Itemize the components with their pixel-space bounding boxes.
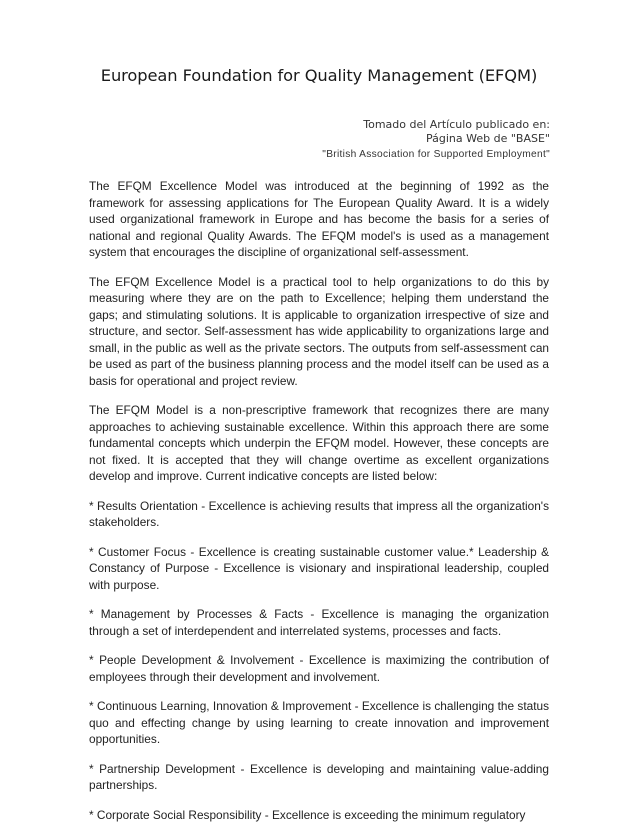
source-line: "British Association for Supported Employment" xyxy=(322,149,550,160)
source-line: Tomado del Artículo publicado en: xyxy=(363,118,550,131)
concept-item: * Management by Processes & Facts - Excellence is managing the organization through a set of interdependent and interrelated systems, processes and facts. xyxy=(89,607,549,638)
concept-item: * Continuous Learning, Innovation & Improvement - Excellence is challenging the status quo and effecting change by using learning to create innovation and improvement opportunities. xyxy=(89,699,549,746)
body-paragraph: The EFQM Excellence Model was introduced at the beginning of 1992 as the framework for assessing applications for The European Quality Award. It is a widely used organizational framework in Europe and has become the basis for a series of national and regional Quality Awards. The EFQM model's is used as a management system that encourages the discipline of organizational self-assessment. xyxy=(89,179,549,259)
source-line: Página Web de "BASE" xyxy=(426,132,550,145)
body-paragraph: The EFQM Model is a non-prescriptive framework that recognizes there are many approaches to achieving sustainable excellence. Within this approach there are some fundamental concepts which underpin the EFQM model. However, these concepts are not fixed. It is accepted that they will change overtime as excellent organizations develop and improve. Current indicative concepts are listed below: xyxy=(89,403,549,483)
concept-item: * People Development & Involvement - Excellence is maximizing the contribution of employees through their development and involvement. xyxy=(89,653,549,684)
concept-item: * Partnership Development - Excellence is developing and maintaining value-adding partnerships. xyxy=(89,761,549,792)
body-paragraph: The EFQM Excellence Model is a practical tool to help organizations to do this by measuring where they are on the path to Excellence; helping them understand the gaps; and stimulating solutions. It is applicable to organization irrespective of size and structure, and sector. Self-assessment has wide applicability to organizations large and small, in the public as well as the private sectors. The outputs from self-assessment can be used as part of the business planning process and the model itself can be used as a basis for operational and project review. xyxy=(89,274,549,388)
concept-item: * Corporate Social Responsibility - Excellence is exceeding the minimum regulatory xyxy=(89,807,526,822)
document-body xyxy=(89,178,549,823)
document-title: European Foundation for Quality Management (EFQM) xyxy=(100,66,538,85)
concept-item: * Results Orientation - Excellence is achieving results that impress all the organization's stakeholders. xyxy=(89,498,549,529)
source-attribution xyxy=(322,118,550,162)
concept-item: * Customer Focus - Excellence is creating sustainable customer value.* Leadership & Constancy of Purpose - Excellence is visionary and inspirational leadership, coupled with purpose. xyxy=(89,544,549,592)
